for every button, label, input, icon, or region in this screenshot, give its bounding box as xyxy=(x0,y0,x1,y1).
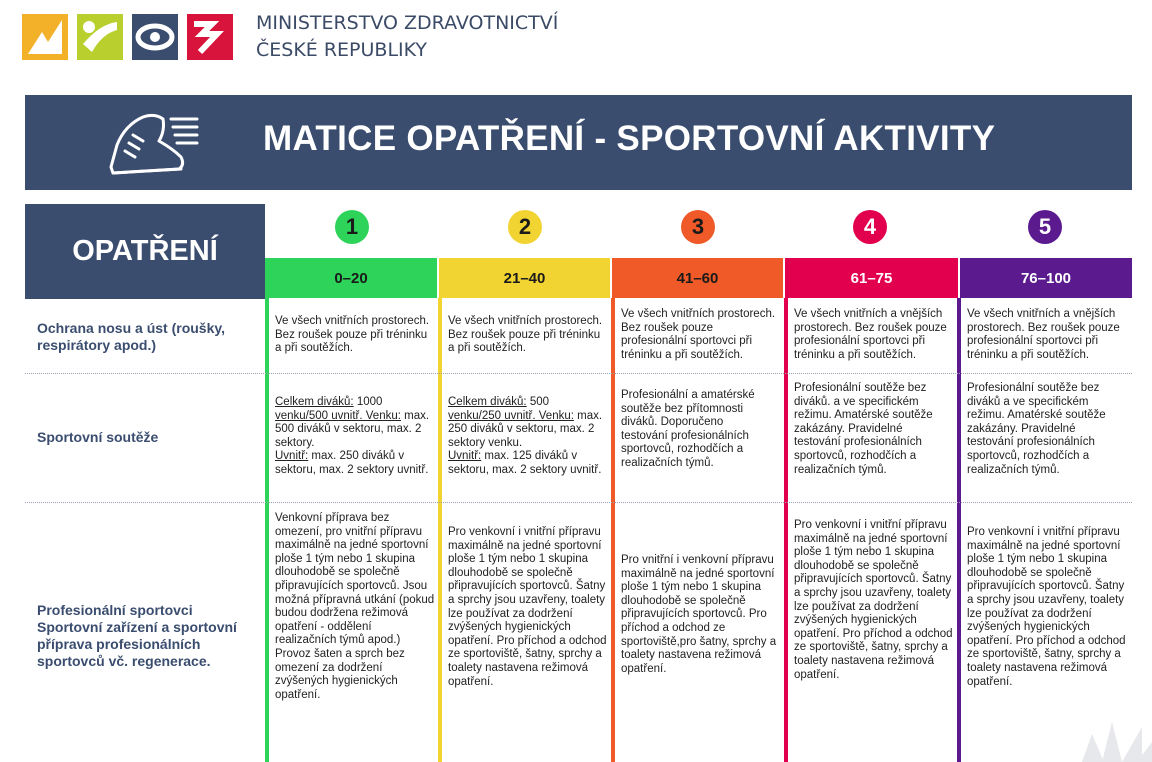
level-5-badge: 5 xyxy=(1028,210,1062,244)
spectators-indoor-value: max. 250 diváků v sektoru, max. 2 sektory uvnitř. xyxy=(275,450,429,476)
spectators-total-value: 500 xyxy=(526,396,550,408)
level-5-column-line xyxy=(957,298,961,762)
cell-masks-level-2: Ve všech vnitřních prostorech. Bez roušek pouze při tréninku a při soutěžích. xyxy=(448,315,603,355)
level-2-column-line xyxy=(438,298,442,762)
range-header-3: 41–60 xyxy=(612,258,783,298)
level-4-badge: 4 xyxy=(853,210,887,244)
spectators-indoor-label: Uvnitř: xyxy=(448,450,482,463)
ministry-name-line2: ČESKÉ REPUBLIKY xyxy=(256,39,428,61)
row-label-sport-competitions: Sportovní soutěže xyxy=(37,429,159,445)
level-1-column-line xyxy=(265,298,269,762)
spectators-total-label: Celkem diváků: xyxy=(275,396,354,408)
range-header-5: 76–100 xyxy=(960,258,1132,298)
cell-competitions-level-1 xyxy=(275,396,435,478)
cell-professionals-level-2: Pro venkovní i vnitřní přípravu maximálně na jedné sportovní ploše 1 tým nebo 1 skupina dlouhodobě se společně připravujících sportovců. Šatny a sprchy jsou uzavřeny, toalety lze používat za dodržení zvýšených hygienických opatření. Pro příchod a odchod ze sportoviště, šatny, sprchy a toalety nastavena režimová opatření. xyxy=(448,526,607,688)
spectators-total-value: 1000 xyxy=(353,396,383,408)
cell-masks-level-3: Ve všech vnitřních prostorech. Bez roušek pouze profesionální sportovci při tréninku a při soutěžích. xyxy=(621,308,776,361)
level-3-badge: 3 xyxy=(681,210,715,244)
cell-professionals-level-4: Pro venkovní i vnitřní přípravu maximálně na jedné sportovní ploše 1 tým nebo 1 skupina dlouhodobě se společně připravujících sportovců. Šatny a sprchy jsou uzavřeny, toalety lze používat za dodržení zvýšených hygienických opatření. Pro příchod a odchod ze sportoviště, šatny, sprchy a toalety nastavena režimová opatření. xyxy=(794,519,953,681)
cell-competitions-level-4: Profesionální soutěže bez diváků. a ve specifickém režimu. Amatérské soutěže zakázány. Pravidelné testování profesionálních sportovců, rozhodčích a realizačních týmů. xyxy=(794,382,933,476)
measures-header xyxy=(25,204,265,299)
cell-competitions-level-2 xyxy=(448,396,608,478)
row-label-face-masks: Ochrana nosu a úst (roušky, respirátory apod.) xyxy=(37,320,226,353)
cell-masks-level-1: Ve všech vnitřních prostorech. Bez roušek pouze při tréninku a při soutěžích. xyxy=(275,315,430,355)
level-4-column-line xyxy=(784,298,788,762)
measures-header-label: OPATŘENÍ xyxy=(72,235,218,267)
row-divider xyxy=(25,502,1132,503)
spectators-outdoor-label: venku/500 uvnitř. Venku: xyxy=(275,409,401,422)
running-shoe-icon xyxy=(103,105,203,181)
level-2-badge: 2 xyxy=(508,210,542,244)
ministry-name-line1: MINISTERSTVO ZDRAVOTNICTVÍ xyxy=(256,12,559,34)
spectators-outdoor-label: venku/250 uvnitř. Venku: xyxy=(448,409,574,422)
range-header-4: 61–75 xyxy=(785,258,958,298)
cell-professionals-level-3: Pro vnitřní i venkovní přípravu maximálně na jedné sportovní ploše 1 tým nebo 1 skupina dlouhodobě se společně připravujících sportovců. Pro příchod a odchod ze sportoviště,pro šatny, sprchy a toalety nastavena režimová opatření. xyxy=(621,554,777,675)
title-banner xyxy=(25,95,1132,190)
spectators-outdoor-value: max. 500 diváků v sektoru, max. 2 sektory. xyxy=(275,409,430,449)
range-header-2: 21–40 xyxy=(439,258,610,298)
spectators-indoor-label: Uvnitř: xyxy=(275,450,309,463)
cell-competitions-level-5: Profesionální soutěže bez diváků a ve specifickém režimu. Amatérské soutěže zakázány. Pravidelné testování profesionálních sportovců, rozhodčích a realizačních týmů. xyxy=(967,382,1106,476)
cell-masks-level-5: Ve všech vnitřních a vnějších prostorech. Bez roušek pouze profesionální sportovci při tréninku a při soutěžích. xyxy=(967,308,1120,361)
cell-competitions-level-3: Profesionální a amatérské soutěže bez přítomnosti diváků. Doporučeno testování profesionálních sportovců, rozhodčích a realizačních týmů. xyxy=(621,389,755,469)
spectators-total-label: Celkem diváků: xyxy=(448,396,527,408)
level-3-column-line xyxy=(611,298,615,762)
spectators-indoor-value: max. 125 diváků v sektoru, max. 2 sektory uvnitř. xyxy=(448,450,602,476)
range-header-1: 0–20 xyxy=(265,258,437,298)
decorative-sun-icon xyxy=(1042,682,1152,762)
row-divider xyxy=(25,373,1132,374)
cell-professionals-level-1: Venkovní příprava bez omezení, pro vnitřní přípravu maximálně na jedné sportovní ploše 1 tým nebo 1 skupina dlouhodobě se společně připravujících sportovců. Jsou možná přípravná utkání (pokud budou dodržena režimová opatření - oddělení realizačních týmů apod.) Provoz šaten a sprch bez omezení za dodržení zvýšených hygienických opatření. xyxy=(275,512,435,701)
row-label-professional-athletes: Profesionální sportovci Sportovní zařízení a sportovní příprava profesionálních sportovců vč. regenerace. xyxy=(37,602,237,669)
page-title: MATICE OPATŘENÍ - SPORTOVNÍ AKTIVITY xyxy=(263,119,996,158)
spectators-outdoor-value: max. 250 diváků v sektoru, max. 2 sektory venku. xyxy=(448,409,603,449)
ministry-logo xyxy=(22,14,234,60)
cell-professionals-level-5: Pro venkovní i vnitřní přípravu maximálně na jedné sportovní ploše 1 tým nebo 1 skupina dlouhodobě se společně připravujících sportovců. Šatny a sprchy jsou uzavřeny, toalety lze používat za dodržení zvýšených hygienických opatření. Pro příchod a odchod ze sportoviště, šatny, sprchy a toalety nastavena režimová opatření. xyxy=(967,526,1126,688)
cell-masks-level-4: Ve všech vnitřních a vnějších prostorech. Bez roušek pouze profesionální sportovci při tréninku a při soutěžích. xyxy=(794,308,947,361)
ministry-name xyxy=(256,10,558,64)
level-1-badge: 1 xyxy=(335,210,369,244)
